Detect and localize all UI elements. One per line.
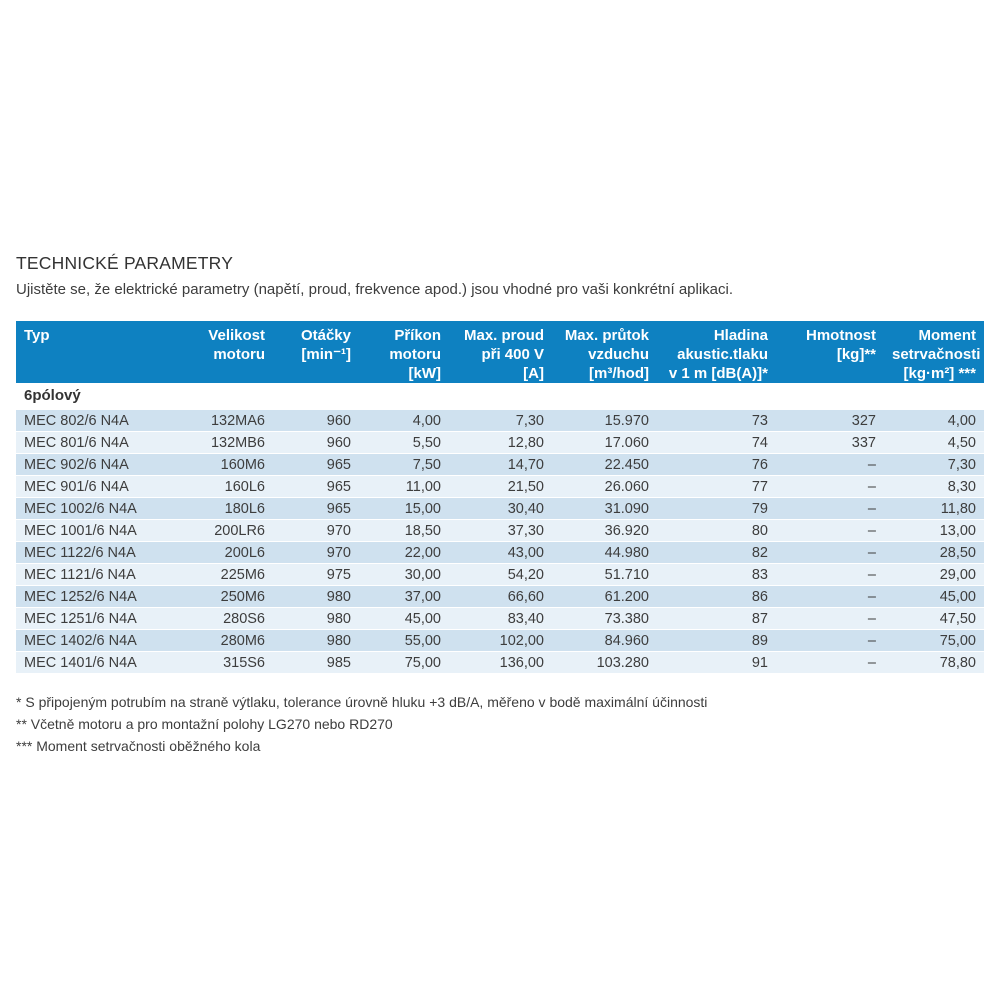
table-cell: 36.920	[552, 520, 657, 542]
table-cell: 160M6	[166, 454, 273, 476]
table-cell: 980	[273, 630, 359, 652]
page-subtitle: Ujistěte se, že elektrické parametry (napětí, proud, frekvence apod.) jsou vhodné pro vaši konkrétní aplikaci.	[16, 281, 734, 298]
table-cell: 4,00	[359, 410, 449, 432]
column-header-otacky: Otáčky [min⁻¹]	[273, 321, 359, 383]
table-cell: 12,80	[449, 432, 552, 454]
header-row	[16, 321, 984, 383]
table-cell: 225M6	[166, 564, 273, 586]
column-header-typ: Typ	[16, 321, 166, 383]
table-cell: 960	[273, 432, 359, 454]
table-cell: 15,00	[359, 498, 449, 520]
table-cell: 965	[273, 498, 359, 520]
table-cell: 985	[273, 652, 359, 674]
table-cell: MEC 1251/6 N4A	[16, 608, 166, 630]
table-row	[16, 652, 984, 674]
table-cell: 970	[273, 542, 359, 564]
table-cell: 31.090	[552, 498, 657, 520]
table-cell: 55,00	[359, 630, 449, 652]
table-cell: 4,00	[884, 410, 984, 432]
table-cell: 965	[273, 454, 359, 476]
table-cell: MEC 902/6 N4A	[16, 454, 166, 476]
table-cell: 45,00	[359, 608, 449, 630]
column-header-moment-setrvacnosti: Moment setrvačnosti [kg·m²] ***	[884, 321, 984, 383]
footnote: ** Včetně motoru a pro montažní polohy LG270 nebo RD270	[16, 716, 393, 732]
table-cell: 30,00	[359, 564, 449, 586]
table-cell: MEC 801/6 N4A	[16, 432, 166, 454]
footnote: *** Moment setrvačnosti oběžného kola	[16, 738, 261, 754]
table-cell: 15.970	[552, 410, 657, 432]
table-cell: MEC 1121/6 N4A	[16, 564, 166, 586]
table-cell: MEC 1001/6 N4A	[16, 520, 166, 542]
table-cell: MEC 1122/6 N4A	[16, 542, 166, 564]
table-cell: 43,00	[449, 542, 552, 564]
table-cell: 89	[657, 630, 776, 652]
table-cell: 22.450	[552, 454, 657, 476]
table-cell: 315S6	[166, 652, 273, 674]
table-cell: 11,00	[359, 476, 449, 498]
table-row	[16, 608, 984, 630]
table-row	[16, 520, 984, 542]
table-cell: 960	[273, 410, 359, 432]
footnotes	[16, 691, 984, 757]
technical-parameters-table	[16, 321, 984, 674]
table-cell: 22,00	[359, 542, 449, 564]
table-cell: 5,50	[359, 432, 449, 454]
table-cell: 75,00	[884, 630, 984, 652]
table-cell: 30,40	[449, 498, 552, 520]
table-cell: MEC 1002/6 N4A	[16, 498, 166, 520]
table-cell: 280M6	[166, 630, 273, 652]
table-cell: –	[776, 454, 884, 476]
table-cell: 29,00	[884, 564, 984, 586]
table-cell: 14,70	[449, 454, 552, 476]
footnote: * S připojeným potrubím na straně výtlaku, tolerance úrovně hluku +3 dB/A, měřeno v bodě maximální účinnosti	[16, 694, 708, 710]
table-cell: 74	[657, 432, 776, 454]
table-cell: 102,00	[449, 630, 552, 652]
table-cell: 51.710	[552, 564, 657, 586]
table-body	[16, 383, 984, 674]
table-row	[16, 564, 984, 586]
table-cell: MEC 802/6 N4A	[16, 410, 166, 432]
table-cell: 180L6	[166, 498, 273, 520]
table-cell: 21,50	[449, 476, 552, 498]
table-row	[16, 542, 984, 564]
table-cell: 103.280	[552, 652, 657, 674]
table-cell: 75,00	[359, 652, 449, 674]
table-cell: 73.380	[552, 608, 657, 630]
column-header-hmotnost: Hmotnost [kg]**	[776, 321, 884, 383]
column-header-velikost-motoru: Velikost motoru	[166, 321, 273, 383]
table-cell: 28,50	[884, 542, 984, 564]
column-header-max-proud: Max. proud při 400 V [A]	[449, 321, 552, 383]
table-cell: 980	[273, 586, 359, 608]
table-cell: MEC 1402/6 N4A	[16, 630, 166, 652]
table-cell: 61.200	[552, 586, 657, 608]
table-cell: 8,30	[884, 476, 984, 498]
table-row	[16, 586, 984, 608]
table-cell: 37,30	[449, 520, 552, 542]
table-row	[16, 498, 984, 520]
table-cell: –	[776, 586, 884, 608]
table-cell: 980	[273, 608, 359, 630]
table-cell: –	[776, 476, 884, 498]
table-cell: 327	[776, 410, 884, 432]
table-cell: 200L6	[166, 542, 273, 564]
table-cell: 54,20	[449, 564, 552, 586]
table-cell: 87	[657, 608, 776, 630]
table-cell: 86	[657, 586, 776, 608]
table-row	[16, 432, 984, 454]
table-cell: 47,50	[884, 608, 984, 630]
table-cell: 91	[657, 652, 776, 674]
table-cell: 280S6	[166, 608, 273, 630]
table-cell: 970	[273, 520, 359, 542]
table-cell: –	[776, 520, 884, 542]
table-cell: –	[776, 630, 884, 652]
table-cell: 26.060	[552, 476, 657, 498]
table-cell: 4,50	[884, 432, 984, 454]
table-section-label: 6pólový	[16, 383, 984, 410]
table-cell: 132MA6	[166, 410, 273, 432]
table-cell: 83	[657, 564, 776, 586]
table-cell: –	[776, 564, 884, 586]
table-cell: 136,00	[449, 652, 552, 674]
table-cell: 66,60	[449, 586, 552, 608]
table-cell: 13,00	[884, 520, 984, 542]
table-cell: 160L6	[166, 476, 273, 498]
table-row	[16, 630, 984, 652]
table-row	[16, 476, 984, 498]
table-cell: 80	[657, 520, 776, 542]
table-cell: 37,00	[359, 586, 449, 608]
table-cell: 132MB6	[166, 432, 273, 454]
table-cell: 76	[657, 454, 776, 476]
table-cell: 79	[657, 498, 776, 520]
table-section-row	[16, 383, 984, 410]
table-cell: 84.960	[552, 630, 657, 652]
table-cell: 44.980	[552, 542, 657, 564]
table-cell: 83,40	[449, 608, 552, 630]
table-cell: 965	[273, 476, 359, 498]
table-cell: –	[776, 498, 884, 520]
table-cell: 250M6	[166, 586, 273, 608]
column-header-max-prutok-vzduchu: Max. průtok vzduchu [m³/hod]	[552, 321, 657, 383]
table-cell: 975	[273, 564, 359, 586]
table-cell: 73	[657, 410, 776, 432]
table-cell: MEC 1401/6 N4A	[16, 652, 166, 674]
table-row	[16, 454, 984, 476]
table-cell: 7,50	[359, 454, 449, 476]
table-cell: 45,00	[884, 586, 984, 608]
table-cell: 82	[657, 542, 776, 564]
column-header-prikon-motoru: Příkon motoru [kW]	[359, 321, 449, 383]
table-cell: 11,80	[884, 498, 984, 520]
table-cell: 337	[776, 432, 884, 454]
table-cell: MEC 1252/6 N4A	[16, 586, 166, 608]
table-row	[16, 410, 984, 432]
table-cell: 7,30	[449, 410, 552, 432]
table-cell: MEC 901/6 N4A	[16, 476, 166, 498]
table-cell: 78,80	[884, 652, 984, 674]
table-header	[16, 321, 984, 383]
table-cell: 7,30	[884, 454, 984, 476]
column-header-hladina-akustickeho-tlaku: Hladina akustic.tlaku v 1 m [dB(A)]*	[657, 321, 776, 383]
table-cell: –	[776, 608, 884, 630]
table-cell: 77	[657, 476, 776, 498]
table-cell: 18,50	[359, 520, 449, 542]
table-cell: 200LR6	[166, 520, 273, 542]
table-cell: 17.060	[552, 432, 657, 454]
table-cell: –	[776, 652, 884, 674]
page-title: TECHNICKÉ PARAMETRY	[16, 253, 234, 273]
table-cell: –	[776, 542, 884, 564]
